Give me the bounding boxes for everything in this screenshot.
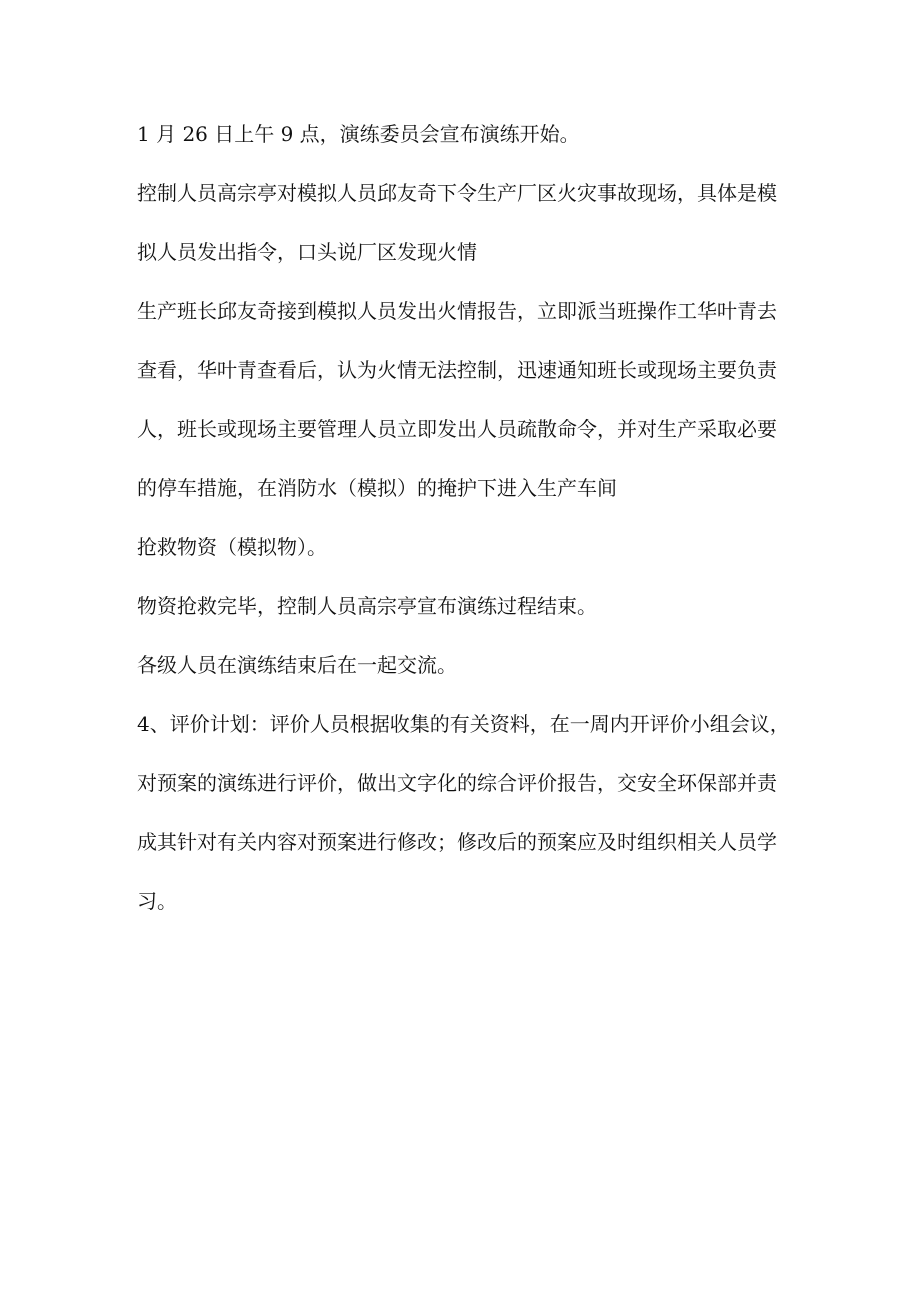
paragraph-fire-response bbox=[137, 293, 797, 506]
text-line: 抢救物资（模拟物）。 bbox=[137, 535, 327, 559]
text-line: 对预案的演练进行评价，做出文字化的综合评价报告，交安全环保部并责 bbox=[137, 771, 777, 795]
text-line: 成其针对有关内容对预案进行修改；修改后的预案应及时组织相关人员学 bbox=[137, 830, 777, 854]
paragraph-exchange bbox=[137, 647, 797, 683]
document-body bbox=[137, 116, 797, 942]
text-line: 查看，华叶青查看后，认为火情无法控制，迅速通知班长或现场主要负责 bbox=[137, 358, 777, 382]
text-line: 人，班长或现场主要管理人员立即发出人员疏散命令，并对生产采取必要 bbox=[137, 417, 777, 441]
text-line: 拟人员发出指令，口头说厂区发现火情 bbox=[137, 240, 477, 264]
text-line: 物资抢救完毕，控制人员高宗亭宣布演练过程结束。 bbox=[137, 594, 597, 618]
text-line: 生产班长邱友奇接到模拟人员发出火情报告，立即派当班操作工华叶青去 bbox=[137, 299, 777, 323]
text-line: 4、评价计划：评价人员根据收集的有关资料，在一周内开评价小组会议， bbox=[137, 712, 790, 736]
text-line: 1 月 26 日上午 9 点，演练委员会宣布演练开始。 bbox=[137, 122, 580, 146]
paragraph-start bbox=[137, 116, 797, 152]
text-line: 控制人员高宗亭对模拟人员邱友奇下令生产厂区火灾事故现场，具体是模 bbox=[137, 181, 777, 205]
paragraph-control-order bbox=[137, 175, 797, 270]
paragraph-evaluation-plan bbox=[137, 706, 797, 919]
paragraph-end bbox=[137, 588, 797, 624]
text-line: 习。 bbox=[137, 889, 177, 913]
paragraph-rescue bbox=[137, 529, 797, 565]
text-line: 各级人员在演练结束后在一起交流。 bbox=[137, 653, 457, 677]
text-line: 的停车措施，在消防水（模拟）的掩护下进入生产车间 bbox=[137, 476, 617, 500]
